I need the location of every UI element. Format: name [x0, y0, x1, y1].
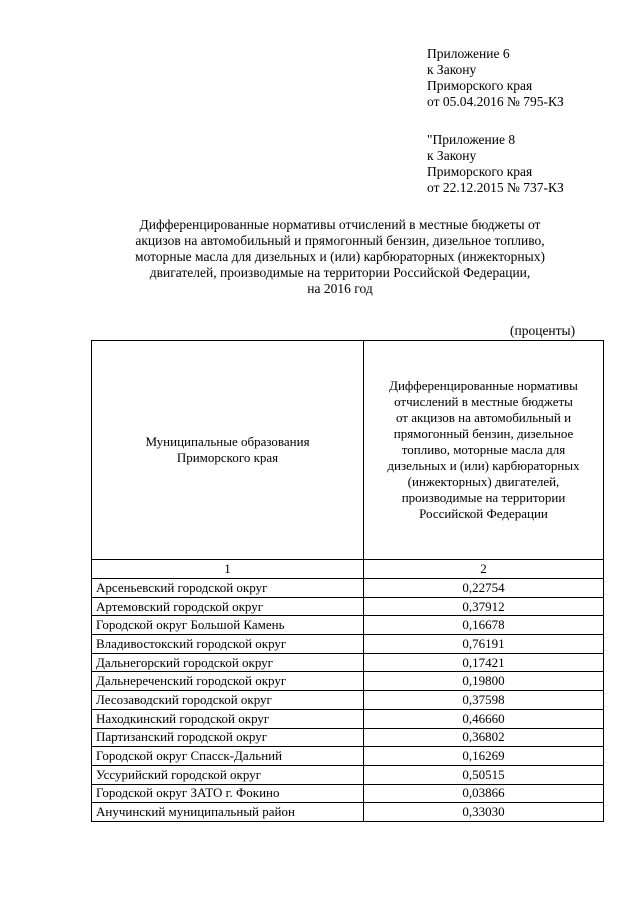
table-row — [92, 691, 604, 710]
municipality-name: Партизанский городской округ — [92, 728, 364, 747]
appendix-line: к Закону — [427, 62, 477, 77]
header-line: Муниципальные образования — [145, 434, 310, 449]
table-row — [92, 803, 604, 822]
table-row — [92, 635, 604, 654]
header-line: дизельных и (или) карбюраторных — [387, 458, 580, 473]
appendix-line: к Закону — [427, 148, 477, 163]
municipality-name: Дальнегорский городской округ — [92, 653, 364, 672]
title-line: на 2016 год — [307, 281, 373, 296]
table-row — [92, 653, 604, 672]
header-line: производимые на территории — [401, 490, 566, 505]
header-line: отчислений в местные бюджеты — [394, 394, 573, 409]
table-row — [92, 728, 604, 747]
header-line: Дифференцированные нормативы — [389, 378, 578, 393]
norm-value: 0,16678 — [364, 616, 604, 635]
municipality-name: Владивостокский городской округ — [92, 635, 364, 654]
norm-value: 0,37912 — [364, 597, 604, 616]
norm-value: 0,16269 — [364, 747, 604, 766]
municipality-name: Городской округ ЗАТО г. Фокино — [92, 784, 364, 803]
units-label: (проценты) — [510, 323, 576, 338]
appendix-line: "Приложение 8 — [427, 132, 516, 147]
norm-value: 0,76191 — [364, 635, 604, 654]
norm-value: 0,37598 — [364, 691, 604, 710]
appendix-line: от 05.04.2016 № 795-КЗ — [427, 94, 564, 109]
norm-value: 0,19800 — [364, 672, 604, 691]
table-row — [92, 579, 604, 598]
municipality-name: Находкинский городской округ — [92, 709, 364, 728]
norm-value: 0,03866 — [364, 784, 604, 803]
appendix-current-reference — [427, 46, 627, 110]
column-number: 1 — [92, 560, 364, 579]
header-norms — [364, 341, 604, 560]
municipality-name: Дальнереченский городской округ — [92, 672, 364, 691]
title-line: моторные масла для дизельных и (или) карбюраторных (инжекторных) — [135, 249, 545, 264]
table-body — [92, 579, 604, 822]
norm-value: 0,17421 — [364, 653, 604, 672]
column-number: 2 — [364, 560, 604, 579]
appendix-line: от 22.12.2015 № 737-КЗ — [427, 180, 564, 195]
table-row — [92, 709, 604, 728]
table-header-row — [92, 341, 604, 560]
municipality-name: Уссурийский городской округ — [92, 765, 364, 784]
municipality-name: Городской округ Большой Камень — [92, 616, 364, 635]
column-number-row — [92, 560, 604, 579]
municipality-name: Лесозаводский городской округ — [92, 691, 364, 710]
norm-value: 0,36802 — [364, 728, 604, 747]
table-row — [92, 616, 604, 635]
appendix-line: Приморского края — [427, 78, 533, 93]
municipality-name: Анучинский муниципальный район — [92, 803, 364, 822]
norm-value: 0,22754 — [364, 579, 604, 598]
header-line: Российской Федерации — [419, 506, 548, 521]
header-line: от акцизов на автомобильный и — [395, 410, 572, 425]
appendix-line: Приморского края — [427, 164, 533, 179]
header-line: топливо, моторные масла для — [401, 442, 566, 457]
appendix-line: Приложение 6 — [427, 46, 510, 61]
header-municipalities — [92, 341, 364, 560]
municipality-name: Городской округ Спасск-Дальний — [92, 747, 364, 766]
municipality-name: Артемовский городской округ — [92, 597, 364, 616]
table-row — [92, 765, 604, 784]
table-row — [92, 672, 604, 691]
municipality-name: Арсеньевский городской округ — [92, 579, 364, 598]
norm-value: 0,46660 — [364, 709, 604, 728]
table-row — [92, 784, 604, 803]
header-line: прямогонный бензин, дизельное — [393, 426, 574, 441]
table-row — [92, 747, 604, 766]
title-line: двигателей, производимые на территории Российской Федерации, — [149, 265, 531, 280]
appendix-previous-reference — [427, 132, 627, 196]
norm-value: 0,33030 — [364, 803, 604, 822]
title-line: Дифференцированные нормативы отчислений в местные бюджеты от — [139, 217, 541, 232]
document-title — [90, 217, 590, 297]
table-row — [92, 597, 604, 616]
header-line: (инжекторных) двигателей, — [407, 474, 560, 489]
title-line: акцизов на автомобильный и прямогонный бензин, дизельное топливо, — [135, 233, 545, 248]
norms-table — [91, 340, 604, 822]
header-line: Приморского края — [176, 450, 279, 465]
norm-value: 0,50515 — [364, 765, 604, 784]
